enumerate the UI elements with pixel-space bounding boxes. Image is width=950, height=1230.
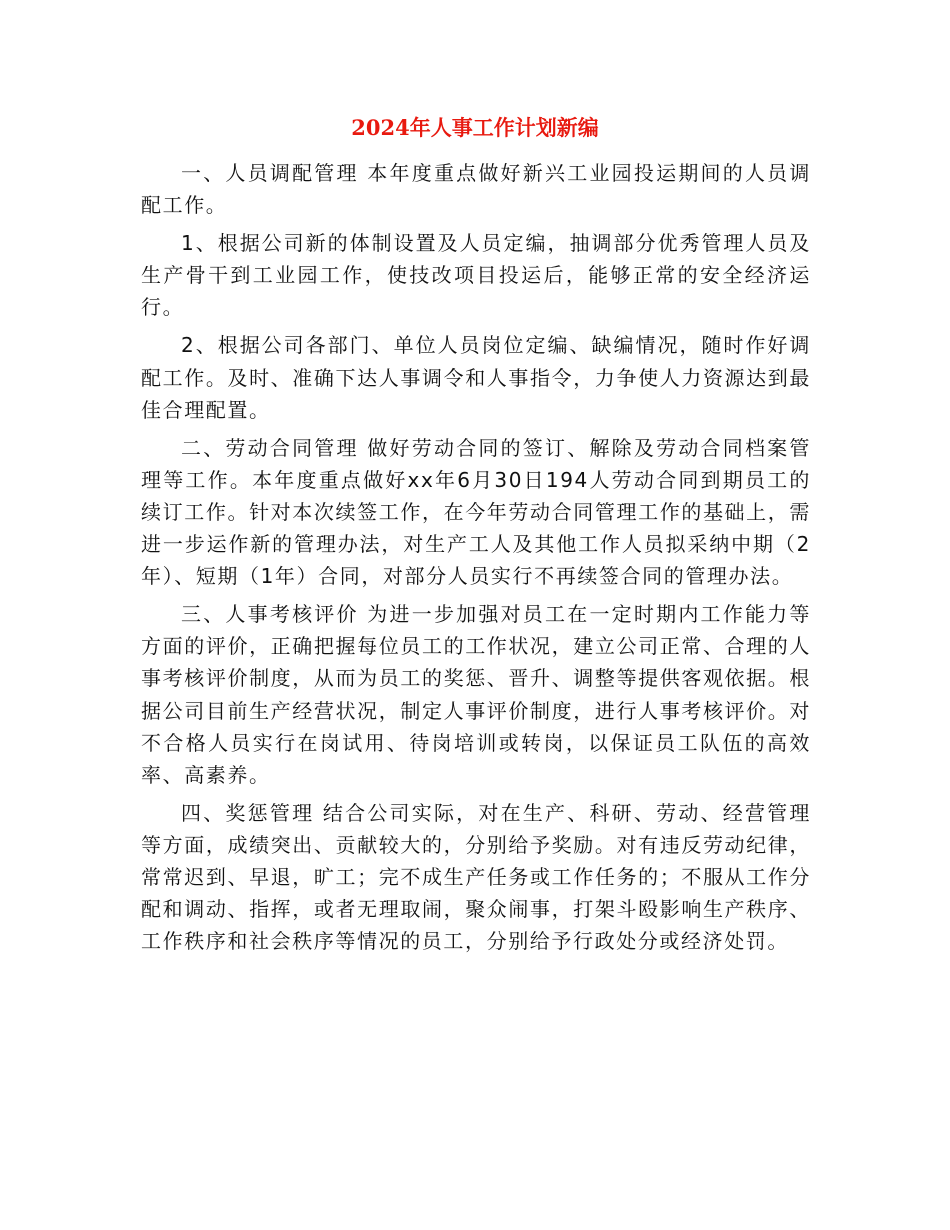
paragraph-personnel-allocation: 一、人员调配管理 本年度重点做好新兴工业园投运期间的人员调配工作。	[141, 161, 811, 218]
paragraph-performance-review: 三、人事考核评价 为进一步加强对员工在一定时期内工作能力等方面的评价，正确把握每位员工的工作状况，建立公司正常、合理的人事考核评价制度，从而为员工的奖惩、晋升、调整等提供客观依据。根据公司目前生产经营状况，制定人事评价制度，进行人事考核评价。对不合格人员实行在岗试用、待岗培训或转岗，以保证员工队伍的高效率、高素养。	[141, 602, 811, 787]
paragraph-allocation-item-2: 2、根据公司各部门、单位人员岗位定编、缺编情况，随时作好调配工作。及时、准确下达人事调令和人事指令，力争使人力资源达到最佳合理配置。	[141, 333, 811, 422]
document-title: 2024年人事工作计划新编	[351, 115, 599, 140]
document-body	[141, 157, 811, 963]
paragraph-labor-contract: 二、劳动合同管理 做好劳动合同的签订、解除及劳动合同档案管理等工作。本年度重点做好xx年6月30日194人劳动合同到期员工的续订工作。针对本次续签工作，在今年劳动合同管理工作的基础上，需进一步运作新的管理办法，对生产工人及其他工作人员拟采纳中期（2年）、短期（1年）合同，对部分人员实行不再续签合同的管理办法。	[141, 435, 811, 589]
paragraph-allocation-item-1: 1、根据公司新的体制设置及人员定编，抽调部分优秀管理人员及生产骨干到工业园工作，使技改项目投运后，能够正常的安全经济运行。	[141, 231, 811, 320]
paragraph-rewards-penalties: 四、奖惩管理 结合公司实际，对在生产、科研、劳动、经营管理等方面，成绩突出、贡献较大的，分别给予奖励。对有违反劳动纪律，常常迟到、早退，旷工；完不成生产任务或工作任务的；不服从工作分配和调动、指挥，或者无理取闹，聚众闹事，打架斗殴影响生产秩序、工作秩序和社会秩序等情况的员工，分别给予行政处分或经济处罚。	[141, 800, 811, 954]
